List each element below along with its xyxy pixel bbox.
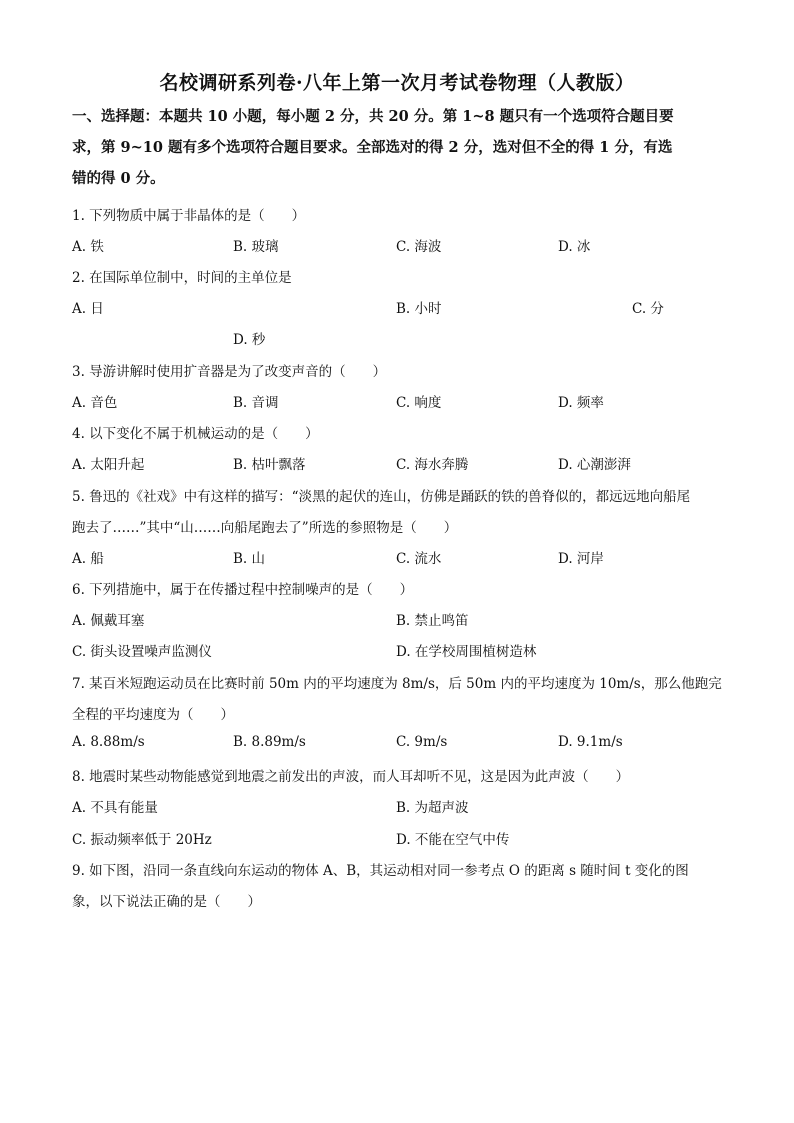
question-1-option-b: B. 玻璃 [233, 239, 279, 255]
question-1-option-a: A. 铁 [72, 239, 104, 255]
question-8-option-c: C. 振动频率低于 20Hz [72, 832, 212, 848]
question-4-stem: 4. 以下变化不属于机械运动的是（ ） [72, 426, 319, 442]
question-8-option-d: D. 不能在空气中传 [396, 832, 510, 848]
question-4-option-a: A. 太阳升起 [72, 457, 145, 473]
question-4-option-d: D. 心潮澎湃 [558, 457, 631, 473]
question-5-stem-line-2: 跑去了……”其中“山……向船尾跑去了”所选的参照物是（ ） [72, 520, 458, 536]
section-instructions-line-1: 一、选择题：本题共 10 小题，每小题 2 分，共 20 分。第 1~8 题只有一个选项符合题目要 [72, 108, 674, 125]
question-3-option-a: A. 音色 [72, 395, 118, 411]
question-2-option-b: B. 小时 [396, 301, 442, 317]
question-4-option-b: B. 枯叶飘落 [233, 457, 306, 473]
section-instructions-line-2: 求，第 9~10 题有多个选项符合题目要求。全部选对的得 2 分，选对但不全的得 1 分，有选 [72, 139, 673, 156]
question-5-option-b: B. 山 [233, 551, 266, 567]
question-7-stem-line-1: 7. 某百米短跑运动员在比赛时前 50m 内的平均速度为 8m/s，后 50m 内的平均速度为 10m/s，那么他跑完 [72, 676, 722, 692]
question-1-stem: 1. 下列物质中属于非晶体的是（ ） [72, 208, 306, 224]
question-9-stem-line-2: 象，以下说法正确的是（ ） [72, 894, 261, 910]
question-7-option-b: B. 8.89m/s [233, 734, 306, 750]
question-3-option-b: B. 音调 [233, 395, 279, 411]
question-2-option-a: A. 日 [72, 301, 104, 317]
question-8-option-a: A. 不具有能量 [72, 800, 158, 816]
question-6-option-a: A. 佩戴耳塞 [72, 613, 145, 629]
question-2-option-c: C. 分 [632, 301, 664, 317]
question-1-option-d: D. 冰 [558, 239, 591, 255]
question-2-stem: 2. 在国际单位制中，时间的主单位是 [72, 270, 292, 286]
page-title: 名校调研系列卷·八年上第一次月考试卷物理（人教版） [159, 72, 635, 94]
question-5-stem-line-1: 5. 鲁迅的《社戏》中有这样的描写：“淡黑的起伏的连山，仿佛是踊跃的铁的兽脊似的，都远远地向船尾 [72, 489, 691, 505]
question-3-stem: 3. 导游讲解时使用扩音器是为了改变声音的（ ） [72, 364, 387, 380]
question-5-option-c: C. 流水 [396, 551, 442, 567]
question-7-option-c: C. 9m/s [396, 734, 448, 750]
section-instructions-line-3: 错的得 0 分。 [72, 170, 165, 187]
question-6-option-d: D. 在学校周围植树造林 [396, 644, 537, 660]
question-5-option-a: A. 船 [72, 551, 104, 567]
question-7-option-a: A. 8.88m/s [72, 734, 145, 750]
question-9-stem-line-1: 9. 如下图，沿同一条直线向东运动的物体 A、B，其运动相对同一参考点 O 的距离 s 随时间 t 变化的图 [72, 863, 689, 879]
question-6-option-c: C. 街头设置噪声监测仪 [72, 644, 212, 660]
question-5-option-d: D. 河岸 [558, 551, 604, 567]
question-3-option-c: C. 响度 [396, 395, 442, 411]
question-6-stem: 6. 下列措施中，属于在传播过程中控制噪声的是（ ） [72, 582, 414, 598]
question-6-option-b: B. 禁止鸣笛 [396, 613, 469, 629]
question-8-option-b: B. 为超声波 [396, 800, 469, 816]
question-4-option-c: C. 海水奔腾 [396, 457, 469, 473]
question-2-option-d: D. 秒 [233, 332, 266, 348]
question-3-option-d: D. 频率 [558, 395, 604, 411]
question-1-option-c: C. 海波 [396, 239, 442, 255]
question-7-stem-line-2: 全程的平均速度为（ ） [72, 707, 234, 723]
question-7-option-d: D. 9.1m/s [558, 734, 623, 750]
question-8-stem: 8. 地震时某些动物能感觉到地震之前发出的声波，而人耳却听不见，这是因为此声波（ ） [72, 769, 630, 785]
